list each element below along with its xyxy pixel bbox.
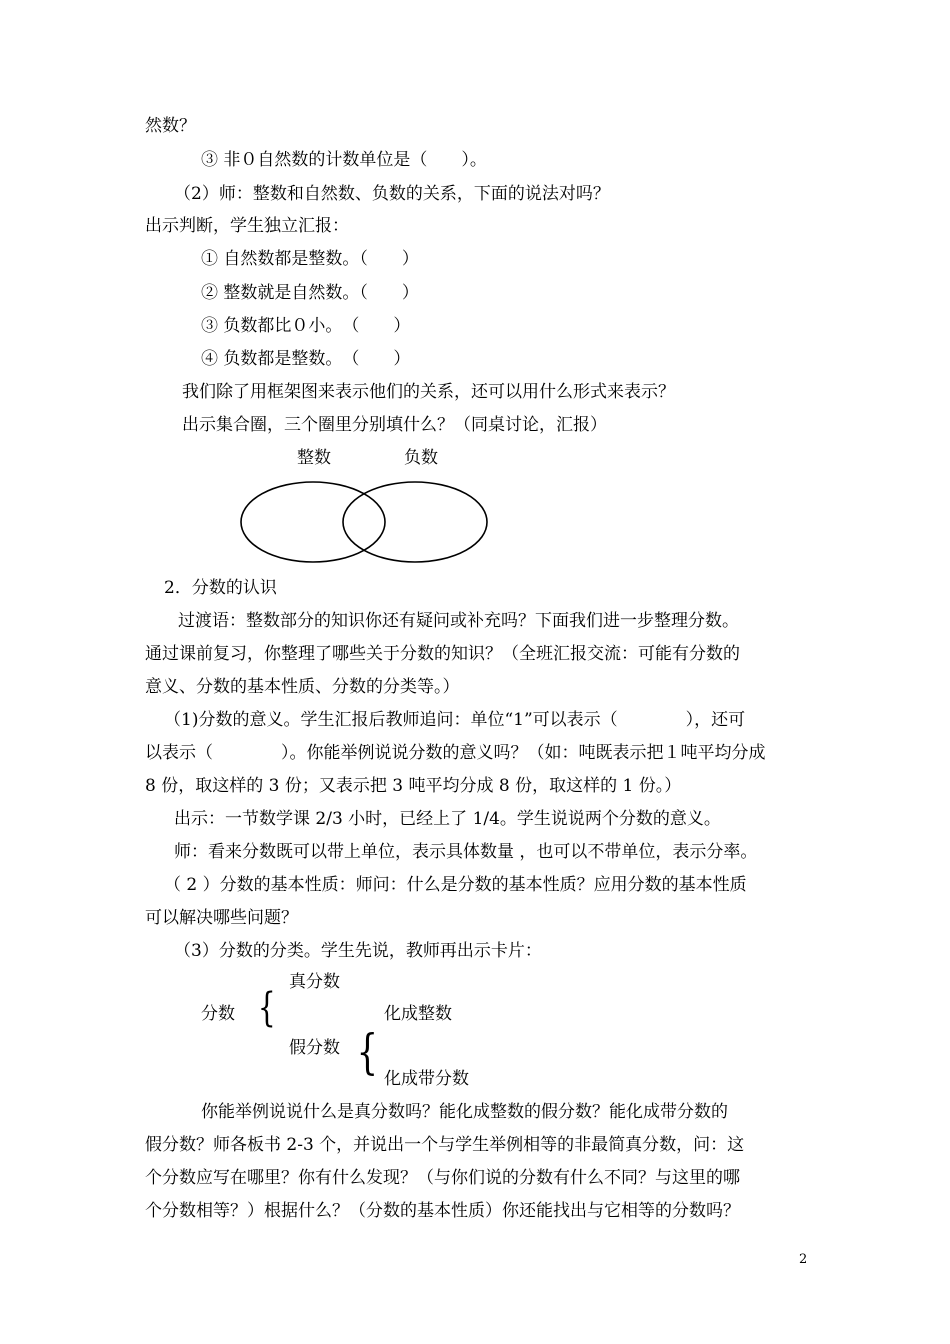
text-line: 然数？: [145, 116, 196, 136]
text-line: ③ 负数都比０小。 （ ）: [201, 316, 411, 336]
text-line: 通过课前复习，你整理了哪些关于分数的知识？（全班汇报交流：可能有分数的: [145, 644, 740, 664]
page-number: 2: [799, 1252, 808, 1267]
text-line: 我们除了用框架图来表示他们的关系，还可以用什么形式来表示？: [182, 382, 675, 402]
text-line: ① 自然数都是整数。（ ）: [201, 249, 419, 269]
tree-to-mixed: 化成带分数: [384, 1069, 469, 1089]
tree-root-fraction: 分数: [201, 1004, 235, 1024]
text-line: （1)分数的意义。学生汇报后教师追问：单位“1”可以表示（ ），还可: [164, 710, 746, 730]
venn-diagram: [240, 478, 492, 564]
section-title: 2．分数的认识: [164, 578, 277, 598]
text-line: ③ 非０自然数的计数单位是（ ）。: [201, 150, 487, 170]
text-line: （2）师：整数和自然数、负数的关系，下面的说法对吗？: [174, 184, 610, 204]
text-line: 出示：一节数学课 2/3 小时，已经上了 1/4。学生说说两个分数的意义。: [174, 809, 721, 829]
text-line: 个分数相等？）根据什么？（分数的基本性质）你还能找出与它相等的分数吗？: [145, 1201, 740, 1221]
text-line: 可以解决哪些问题？: [145, 908, 298, 928]
text-line: 8 份，取这样的 3 份；又表示把 3 吨平均分成 8 份，取这样的 1 份。）: [145, 776, 682, 796]
text-line: 出示集合圈，三个圈里分别填什么？（同桌讨论，汇报）: [182, 415, 607, 435]
text-line: 师：看来分数既可以带上单位，表示具体数量 ，也可以不带单位，表示分率。: [174, 842, 758, 862]
text-line: 意义、分数的基本性质、分数的分类等。）: [145, 677, 460, 697]
tree-proper-fraction: 真分数: [289, 972, 340, 992]
brace-icon: {: [257, 985, 276, 1031]
text-line: 以表示（ ）。你能举例说说分数的意义吗？（如：吨既表示把１吨平均分成: [145, 743, 766, 763]
text-line: （3）分数的分类。学生先说，教师再出示卡片：: [174, 941, 542, 961]
text-line: 个分数应写在哪里？你有什么发现？（与你们说的分数有什么不同？与这里的哪: [145, 1168, 740, 1188]
tree-improper-fraction: 假分数: [289, 1038, 340, 1058]
text-line: 过渡语：整数部分的知识你还有疑问或补充吗？下面我们进一步整理分数。: [178, 611, 739, 631]
venn-label-integer: 整数: [297, 448, 331, 468]
text-line: 假分数？师各板书 2-3 个，并说出一个与学生举例相等的非最简真分数，问：这: [145, 1135, 745, 1155]
venn-circle-right: [343, 482, 487, 562]
text-line: （ 2 ）分数的基本性质：师问：什么是分数的基本性质？应用分数的基本性质: [164, 875, 747, 895]
venn-label-negative: 负数: [404, 448, 438, 468]
tree-to-integer: 化成整数: [384, 1004, 452, 1024]
text-line: 你能举例说说什么是真分数吗？能化成整数的假分数？能化成带分数的: [201, 1102, 728, 1122]
text-line: 出示判断，学生独立汇报：: [145, 216, 349, 236]
brace-icon: {: [356, 1024, 378, 1080]
text-line: ④ 负数都是整数。 （ ）: [201, 349, 411, 369]
text-line: ② 整数就是自然数。（ ）: [201, 283, 419, 303]
